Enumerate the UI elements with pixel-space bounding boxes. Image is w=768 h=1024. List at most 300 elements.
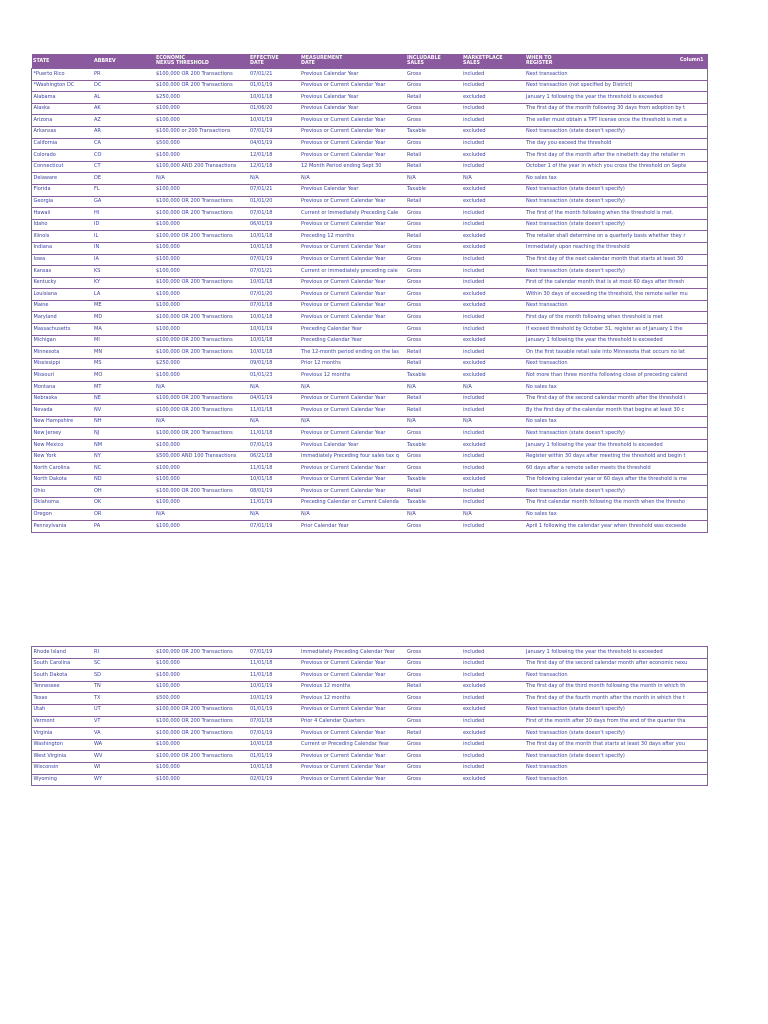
cell-when-to-register: Next transaction (state doesn't specify) [525,184,708,196]
cell-when-to-register: The first calendar month following the month when the thresho [525,497,708,509]
cell-state: North Carolina [32,463,93,475]
cell-marketplace-sales: included [462,277,525,289]
cell-when-to-register: By the first day of the calendar month that begins at least 30 c [525,405,708,417]
cell-marketplace-sales: excluded [462,774,525,786]
cell-includable-sales: Gross [406,324,462,336]
cell-abbrev: DC [93,80,155,92]
cell-includable-sales: Gross [406,693,462,705]
cell-marketplace-sales: included [462,254,525,266]
cell-includable-sales: Gross [406,774,462,786]
cell-threshold: $100,000 [155,521,249,533]
cell-marketplace-sales: excluded [462,681,525,693]
cell-threshold: $250,000 [155,358,249,370]
cell-marketplace-sales: excluded [462,335,525,347]
cell-includable-sales: Retail [406,196,462,208]
cell-marketplace-sales: included [462,208,525,220]
cell-threshold: $100,000 OR 200 Transactions [155,393,249,405]
cell-state: New Hampshire [32,416,93,428]
cell-threshold: $100,000 OR 200 Transactions [155,428,249,440]
cell-effective-date: 07/01/19 [249,521,300,533]
cell-threshold: $100,000 [155,324,249,336]
table-row [32,347,708,359]
cell-threshold: $100,000 [155,463,249,475]
table-row [32,161,708,173]
table-row [32,312,708,324]
table-row [32,138,708,150]
cell-effective-date: 07/01/19 [249,440,300,452]
cell-abbrev: CO [93,150,155,162]
cell-abbrev: NH [93,416,155,428]
cell-when-to-register: No sales tax [525,416,708,428]
cell-includable-sales: Gross [406,670,462,682]
table-row [32,324,708,336]
cell-abbrev: FL [93,184,155,196]
cell-marketplace-sales: included [462,80,525,92]
cell-threshold: $250,000 [155,92,249,104]
cell-effective-date: 10/01/18 [249,312,300,324]
cell-marketplace-sales: included [462,647,525,659]
cell-includable-sales: Gross [406,312,462,324]
table-row [32,300,708,312]
cell-effective-date: 01/01/23 [249,370,300,382]
cell-marketplace-sales: included [462,693,525,705]
cell-effective-date: 10/01/19 [249,115,300,127]
cell-state: Rhode Island [32,647,93,659]
header-state: STATE [32,54,93,69]
cell-measurement-date: Previous or Current Calendar Year [300,115,406,127]
cell-effective-date: 10/01/18 [249,231,300,243]
cell-abbrev: AK [93,103,155,115]
cell-threshold: $100,000 [155,150,249,162]
table-row [32,370,708,382]
cell-when-to-register: The first day of the next calendar month that starts at least 30 [525,254,708,266]
cell-threshold: $100,000 OR 200 Transactions [155,277,249,289]
cell-abbrev: AL [93,92,155,104]
cell-includable-sales: N/A [406,382,462,394]
cell-when-to-register: January 1 following the year the threshold is exceeded [525,647,708,659]
table-row [32,92,708,104]
cell-threshold: $100,000 [155,242,249,254]
cell-threshold: N/A [155,382,249,394]
cell-effective-date: 07/01/19 [249,254,300,266]
cell-includable-sales: Taxable [406,370,462,382]
cell-state: Vermont [32,716,93,728]
table-row [32,184,708,196]
cell-effective-date: 07/01/21 [249,184,300,196]
cell-when-to-register: The seller must obtain a TPT license once the threshold is met a [525,115,708,127]
cell-state: Indiana [32,242,93,254]
cell-includable-sales: Taxable [406,474,462,486]
cell-marketplace-sales: included [462,219,525,231]
cell-includable-sales: Gross [406,521,462,533]
cell-abbrev: MD [93,312,155,324]
cell-effective-date: 06/21/18 [249,451,300,463]
cell-measurement-date: Current or Preceding Calendar Year [300,739,406,751]
cell-marketplace-sales: excluded [462,370,525,382]
cell-abbrev: NY [93,451,155,463]
cell-state: North Dakota [32,474,93,486]
cell-includable-sales: Gross [406,716,462,728]
cell-measurement-date: Previous or Current Calendar Year [300,138,406,150]
cell-effective-date: 07/01/18 [249,716,300,728]
cell-marketplace-sales: N/A [462,416,525,428]
cell-marketplace-sales: excluded [462,728,525,740]
cell-effective-date: 10/01/18 [249,335,300,347]
cell-abbrev: MI [93,335,155,347]
cell-threshold: $100,000 OR 200 Transactions [155,728,249,740]
cell-includable-sales: Gross [406,762,462,774]
cell-marketplace-sales: included [462,521,525,533]
cell-state: New Mexico [32,440,93,452]
header-marketplace-sales: MARKETPLACE SALES [462,54,525,69]
table-row [32,716,708,728]
cell-effective-date: 11/01/18 [249,428,300,440]
cell-threshold: $100,000 OR 200 Transactions [155,231,249,243]
cell-measurement-date: Previous Calendar Year [300,440,406,452]
cell-includable-sales: Taxable [406,440,462,452]
cell-when-to-register: January 1 following the year the threshold is exceeded [525,440,708,452]
cell-effective-date: 10/01/19 [249,324,300,336]
cell-when-to-register: 60 days after a remote seller meets the threshold [525,463,708,475]
table-row [32,762,708,774]
cell-threshold: $100,000 OR 200 Transactions [155,69,249,81]
cell-state: Louisiana [32,289,93,301]
header-threshold: ECONOMIC NEXUS THRESHOLD [155,54,249,69]
cell-when-to-register: Next transaction [525,300,708,312]
cell-state: Alaska [32,103,93,115]
cell-threshold: $100,000 OR 200 Transactions [155,312,249,324]
cell-effective-date: 04/01/19 [249,138,300,150]
cell-when-to-register: First of the month after 30 days from the end of the quarter tha [525,716,708,728]
header-measurement-date: MEASUREMENT DATE [300,54,406,69]
cell-includable-sales: Retail [406,728,462,740]
cell-threshold: $100,000 OR 200 Transactions [155,486,249,498]
cell-includable-sales: Gross [406,138,462,150]
cell-when-to-register: The following calendar year or 60 days after the threshold is me [525,474,708,486]
cell-abbrev: VT [93,716,155,728]
cell-threshold: $100,000 [155,219,249,231]
table-row [32,277,708,289]
cell-includable-sales: Gross [406,266,462,278]
cell-marketplace-sales: included [462,312,525,324]
cell-includable-sales: Gross [406,739,462,751]
cell-abbrev: PA [93,521,155,533]
cell-marketplace-sales: excluded [462,440,525,452]
cell-marketplace-sales: excluded [462,126,525,138]
cell-includable-sales: Retail [406,358,462,370]
cell-measurement-date: Previous or Current Calendar Year [300,405,406,417]
cell-effective-date: 08/01/19 [249,486,300,498]
cell-when-to-register: First day of the month following when threshold is met [525,312,708,324]
cell-measurement-date: Current or Immediately Preceding Cale [300,208,406,220]
cell-effective-date: 10/01/18 [249,762,300,774]
cell-marketplace-sales: included [462,115,525,127]
cell-includable-sales: Gross [406,254,462,266]
cell-includable-sales: Gross [406,277,462,289]
cell-state: New York [32,451,93,463]
cell-threshold: $100,000 or 200 Transactions [155,126,249,138]
cell-marketplace-sales: N/A [462,173,525,185]
table-row [32,463,708,475]
cell-measurement-date: Prior 4 Calendar Quarters [300,716,406,728]
cell-abbrev: AR [93,126,155,138]
cell-includable-sales: Gross [406,658,462,670]
cell-state: Oklahoma [32,497,93,509]
cell-state: Pennsylvania [32,521,93,533]
cell-when-to-register: No sales tax [525,509,708,521]
cell-abbrev: OH [93,486,155,498]
cell-abbrev: MN [93,347,155,359]
cell-measurement-date: Previous Calendar Year [300,103,406,115]
cell-abbrev: WY [93,774,155,786]
cell-when-to-register: Next transaction [525,774,708,786]
cell-marketplace-sales: included [462,762,525,774]
table-row [32,115,708,127]
cell-marketplace-sales: included [462,751,525,763]
table-row [32,670,708,682]
cell-measurement-date: Previous or Current Calendar Year [300,486,406,498]
cell-measurement-date: Immediately Preceding Calendar Year [300,647,406,659]
cell-threshold: $100,000 OR 200 Transactions [155,751,249,763]
table-row [32,681,708,693]
cell-when-to-register: First of the calendar month that is at most 60 days after thresh [525,277,708,289]
cell-includable-sales: Gross [406,115,462,127]
cell-when-to-register: Not more than three months following close of preceding calend [525,370,708,382]
cell-measurement-date: Previous or Current Calendar Year [300,670,406,682]
cell-marketplace-sales: excluded [462,92,525,104]
cell-measurement-date: Previous or Current Calendar Year [300,312,406,324]
cell-state: Nebraska [32,393,93,405]
cell-state: Texas [32,693,93,705]
cell-abbrev: NV [93,405,155,417]
cell-abbrev: UT [93,704,155,716]
cell-measurement-date: Previous Calendar Year [300,184,406,196]
cell-when-to-register: January 1 following the year the threshold is exceeded [525,335,708,347]
cell-abbrev: MS [93,358,155,370]
cell-measurement-date: Previous or Current Calendar Year [300,277,406,289]
table-row [32,704,708,716]
cell-when-to-register: Next transaction (state doesn't specify) [525,728,708,740]
cell-effective-date: 07/01/18 [249,208,300,220]
cell-state: Minnesota [32,347,93,359]
cell-marketplace-sales: excluded [462,704,525,716]
cell-measurement-date: Previous 12 months [300,370,406,382]
cell-when-to-register: Next transaction (state doesn't specify) [525,266,708,278]
cell-effective-date: 09/01/18 [249,358,300,370]
cell-state: Wisconsin [32,762,93,774]
header-abbrev: ABBREV [93,54,155,69]
cell-state: South Carolina [32,658,93,670]
cell-measurement-date: Previous Calendar Year [300,69,406,81]
cell-marketplace-sales: included [462,497,525,509]
cell-effective-date: 06/01/19 [249,219,300,231]
cell-state: Mississippi [32,358,93,370]
cell-threshold: $100,000 [155,254,249,266]
cell-abbrev: IN [93,242,155,254]
cell-abbrev: WI [93,762,155,774]
cell-threshold: $100,000 OR 200 Transactions [155,716,249,728]
cell-threshold: $500,000 [155,693,249,705]
cell-marketplace-sales: included [462,463,525,475]
header-when-to-register: WHEN TO REGISTER Column1 [525,54,708,69]
table-row [32,751,708,763]
cell-effective-date: 07/01/18 [249,300,300,312]
cell-measurement-date: Previous or Current Calendar Year [300,428,406,440]
cell-includable-sales: Gross [406,80,462,92]
cell-effective-date: 07/01/19 [249,647,300,659]
cell-measurement-date: Previous or Current Calendar Year [300,474,406,486]
cell-effective-date: N/A [249,173,300,185]
cell-effective-date: 10/01/18 [249,92,300,104]
cell-marketplace-sales: included [462,451,525,463]
cell-abbrev: CA [93,138,155,150]
table-row [32,521,708,533]
cell-marketplace-sales: included [462,428,525,440]
table-row [32,80,708,92]
cell-effective-date: 11/01/18 [249,405,300,417]
cell-abbrev: RI [93,647,155,659]
table-row [32,150,708,162]
cell-when-to-register: Next transaction (state doesn't specify) [525,196,708,208]
cell-includable-sales: Gross [406,428,462,440]
table-row [32,335,708,347]
cell-state: Arkansas [32,126,93,138]
cell-state: *Puerto Rico [32,69,93,81]
cell-includable-sales: Gross [406,69,462,81]
cell-includable-sales: Retail [406,92,462,104]
cell-when-to-register: Next transaction [525,358,708,370]
cell-marketplace-sales: excluded [462,231,525,243]
cell-state: California [32,138,93,150]
cell-threshold: $100,000 OR 200 Transactions [155,335,249,347]
cell-includable-sales: N/A [406,509,462,521]
cell-threshold: N/A [155,509,249,521]
cell-when-to-register: Next transaction (state doesn't specify) [525,704,708,716]
cell-measurement-date: Previous or Current Calendar Year [300,219,406,231]
cell-when-to-register: If exceed threshold by October 31, register as of January 1 the [525,324,708,336]
cell-state: Washington [32,739,93,751]
cell-state: Iowa [32,254,93,266]
cell-measurement-date: Previous or Current Calendar Year [300,658,406,670]
cell-measurement-date: Previous 12 months [300,693,406,705]
cell-abbrev: DE [93,173,155,185]
cell-marketplace-sales: included [462,69,525,81]
cell-includable-sales: Gross [406,300,462,312]
cell-effective-date: 10/01/18 [249,242,300,254]
cell-state: Tennessee [32,681,93,693]
cell-marketplace-sales: excluded [462,150,525,162]
cell-abbrev: VA [93,728,155,740]
cell-state: Arizona [32,115,93,127]
cell-marketplace-sales: included [462,103,525,115]
cell-measurement-date: 12 Month Period ending Sept 30 [300,161,406,173]
cell-when-to-register: Next transaction [525,762,708,774]
cell-effective-date: 11/01/19 [249,497,300,509]
cell-measurement-date: Previous 12 months [300,681,406,693]
cell-state: Ohio [32,486,93,498]
cell-includable-sales: Gross [406,103,462,115]
cell-effective-date: 04/01/19 [249,393,300,405]
cell-threshold: $100,000 OR 200 Transactions [155,208,249,220]
cell-threshold: $100,000 [155,497,249,509]
cell-threshold: $100,000 [155,289,249,301]
cell-when-to-register: The first day of the month following 30 days from adoption by t [525,103,708,115]
cell-effective-date: 02/01/19 [249,774,300,786]
cell-marketplace-sales: included [462,739,525,751]
cell-abbrev: SD [93,670,155,682]
cell-state: Nevada [32,405,93,417]
table-row [32,728,708,740]
cell-measurement-date: Previous or Current Calendar Year [300,196,406,208]
cell-effective-date: 12/01/18 [249,161,300,173]
cell-abbrev: NC [93,463,155,475]
table-row [32,393,708,405]
cell-abbrev: GA [93,196,155,208]
cell-threshold: $100,000 OR 200 Transactions [155,647,249,659]
cell-when-to-register: Next transaction (state doesn't specify) [525,751,708,763]
cell-threshold: $100,000 [155,115,249,127]
nexus-table-page-1 [31,54,708,533]
cell-measurement-date: Previous or Current Calendar Year [300,150,406,162]
cell-threshold: $100,000 [155,658,249,670]
cell-when-to-register: Next transaction (state doesn't specify) [525,126,708,138]
cell-when-to-register: The retailer shall determine on a quarterly basis whether they r [525,231,708,243]
cell-measurement-date: Preceding Calendar or Current Calenda [300,497,406,509]
table-row [32,509,708,521]
cell-when-to-register: The first day of the month after the ninetieth day the retailer m [525,150,708,162]
cell-state: Alabama [32,92,93,104]
cell-marketplace-sales: excluded [462,242,525,254]
table-row [32,358,708,370]
cell-marketplace-sales: N/A [462,509,525,521]
cell-threshold: $100,000 [155,440,249,452]
cell-measurement-date: Previous or Current Calendar Year [300,126,406,138]
cell-includable-sales: Gross [406,335,462,347]
cell-measurement-date: Previous or Current Calendar Year [300,751,406,763]
cell-abbrev: TX [93,693,155,705]
cell-measurement-date: The 12-month period ending on the las [300,347,406,359]
cell-abbrev: MA [93,324,155,336]
cell-state: Georgia [32,196,93,208]
cell-abbrev: OK [93,497,155,509]
cell-measurement-date: Prior Calendar Year [300,521,406,533]
cell-effective-date: 01/01/19 [249,80,300,92]
table-row [32,739,708,751]
cell-abbrev: MO [93,370,155,382]
cell-when-to-register: The first of the month following when the threshold is met. [525,208,708,220]
cell-measurement-date: N/A [300,509,406,521]
cell-abbrev: NJ [93,428,155,440]
cell-marketplace-sales: included [462,658,525,670]
header-effective-date: EFFECTIVE DATE [249,54,300,69]
cell-effective-date: 07/01/21 [249,69,300,81]
cell-includable-sales: N/A [406,416,462,428]
cell-measurement-date: Preceding Calendar Year [300,324,406,336]
table-row [32,289,708,301]
cell-effective-date: 10/01/18 [249,347,300,359]
cell-state: Maryland [32,312,93,324]
cell-abbrev: KS [93,266,155,278]
cell-when-to-register: The first day of the second calendar month after the threshold i [525,393,708,405]
cell-includable-sales: Gross [406,289,462,301]
table-row [32,486,708,498]
table-row [32,647,708,659]
header-column1: Column1 [679,58,704,63]
cell-measurement-date: Previous or Current Calendar Year [300,242,406,254]
cell-state: Colorado [32,150,93,162]
table-row [32,658,708,670]
cell-marketplace-sales: excluded [462,289,525,301]
